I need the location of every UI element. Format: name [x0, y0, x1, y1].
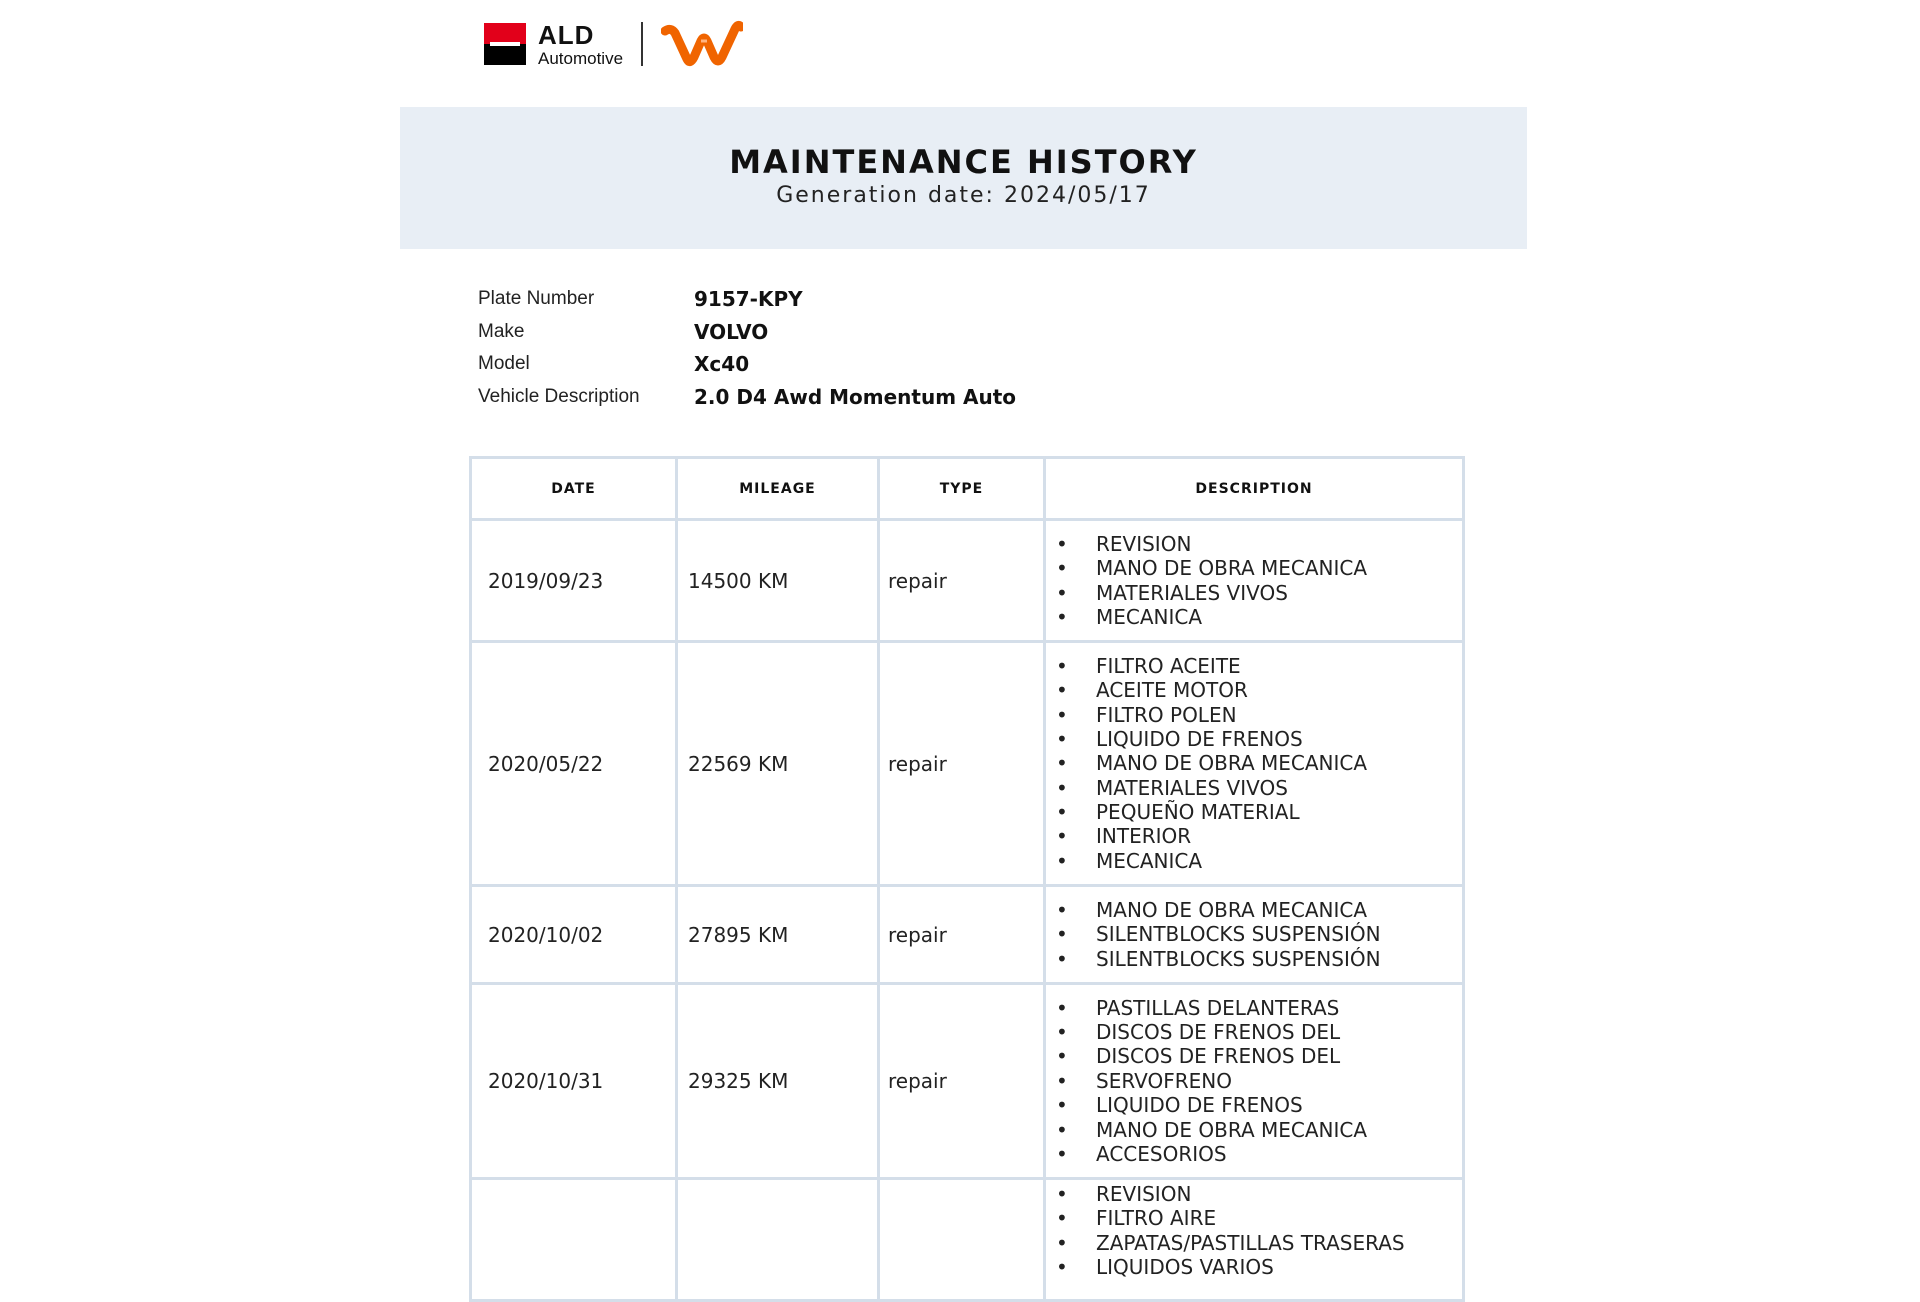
list-item: • MANO DE OBRA MECANICA [1046, 898, 1462, 922]
plate-label: Plate Number [478, 288, 595, 310]
page-title: MAINTENANCE HISTORY [729, 143, 1198, 181]
list-item: • FILTRO POLEN [1046, 703, 1462, 727]
row-description [1045, 984, 1464, 1179]
row-type: repair [879, 984, 1045, 1179]
row-mileage: 29325 KM [677, 984, 879, 1179]
row-date: 2020/05/22 [471, 642, 677, 886]
row-date: 2019/09/23 [471, 520, 677, 642]
row-description [1045, 1179, 1464, 1301]
list-item: • DISCOS DE FRENOS DEL [1046, 1020, 1462, 1044]
list-item: • LIQUIDOS VARIOS [1046, 1255, 1462, 1279]
row-type: repair [879, 642, 1045, 886]
table-row [471, 642, 1464, 886]
vehicle-description-value: 2.0 D4 Awd Momentum Auto [694, 384, 1017, 409]
info-row-model [478, 348, 1016, 381]
info-row-plate [478, 283, 1016, 316]
list-item: • ACEITE MOTOR [1046, 678, 1462, 702]
model-label: Model [478, 353, 530, 375]
list-item: • FILTRO ACEITE [1046, 654, 1462, 678]
list-item: • REVISION [1046, 1182, 1462, 1206]
logo-divider [641, 22, 643, 66]
row-description [1045, 642, 1464, 886]
row-mileage: 27895 KM [677, 886, 879, 984]
make-value: VOLVO [694, 319, 769, 344]
column-header-description: DESCRIPTION [1045, 458, 1464, 520]
row-date: 2020/10/02 [471, 886, 677, 984]
list-item: • MATERIALES VIVOS [1046, 776, 1462, 800]
row-type [879, 1179, 1045, 1301]
description-list [1046, 898, 1462, 971]
list-item: • MATERIALES VIVOS [1046, 581, 1462, 605]
column-header-type: TYPE [879, 458, 1045, 520]
maintenance-table [469, 456, 1465, 1302]
list-item: • MANO DE OBRA MECANICA [1046, 1118, 1462, 1142]
logo-bar [484, 18, 743, 70]
table-header-row [471, 458, 1464, 520]
row-date [471, 1179, 677, 1301]
description-list [1046, 532, 1462, 630]
table-row [471, 1179, 1464, 1301]
list-item: • MECANICA [1046, 605, 1462, 629]
info-row-description [478, 381, 1016, 414]
vehicle-description-label: Vehicle Description [478, 385, 640, 407]
make-label: Make [478, 320, 525, 342]
description-list [1046, 996, 1462, 1167]
column-header-date: DATE [471, 458, 677, 520]
ald-subtitle: Automotive [538, 48, 624, 68]
list-item: • ACCESORIOS [1046, 1142, 1462, 1166]
list-item: • PEQUEÑO MATERIAL [1046, 800, 1462, 824]
info-row-make [478, 316, 1016, 349]
row-type: repair [879, 520, 1045, 642]
list-item: • LIQUIDO DE FRENOS [1046, 727, 1462, 751]
ald-logo-icon [484, 23, 526, 65]
list-item: • SILENTBLOCKS SUSPENSIÓN [1046, 947, 1462, 971]
table-row [471, 520, 1464, 642]
row-description [1045, 886, 1464, 984]
row-date: 2020/10/31 [471, 984, 677, 1179]
row-description [1045, 520, 1464, 642]
list-item: • MANO DE OBRA MECANICA [1046, 751, 1462, 775]
vehicle-info [478, 283, 1016, 413]
row-type: repair [879, 886, 1045, 984]
row-mileage [677, 1179, 879, 1301]
list-item: • ZAPATAS/PASTILLAS TRASERAS [1046, 1231, 1462, 1255]
table-row [471, 984, 1464, 1179]
ald-name: ALD [538, 19, 595, 50]
list-item: • DISCOS DE FRENOS DEL [1046, 1044, 1462, 1068]
ald-wordmark [538, 19, 624, 68]
list-item: • LIQUIDO DE FRENOS [1046, 1093, 1462, 1117]
description-list [1046, 654, 1462, 874]
list-item: • MANO DE OBRA MECANICA [1046, 556, 1462, 580]
list-item: • MECANICA [1046, 849, 1462, 873]
list-item: • SERVOFRENO [1046, 1069, 1462, 1093]
list-item: • SILENTBLOCKS SUSPENSIÓN [1046, 922, 1462, 946]
description-list [1046, 1182, 1462, 1280]
model-value: Xc40 [694, 352, 750, 377]
plate-value: 9157-KPY [694, 287, 803, 312]
column-header-mileage: MILEAGE [677, 458, 879, 520]
header-banner [400, 107, 1527, 249]
leaseplan-logo-icon [661, 19, 743, 69]
list-item: • FILTRO AIRE [1046, 1206, 1462, 1230]
row-mileage: 14500 KM [677, 520, 879, 642]
row-mileage: 22569 KM [677, 642, 879, 886]
table-row [471, 886, 1464, 984]
list-item: • REVISION [1046, 532, 1462, 556]
list-item: • PASTILLAS DELANTERAS [1046, 996, 1462, 1020]
generation-date: Generation date: 2024/05/17 [776, 183, 1151, 208]
list-item: • INTERIOR [1046, 824, 1462, 848]
